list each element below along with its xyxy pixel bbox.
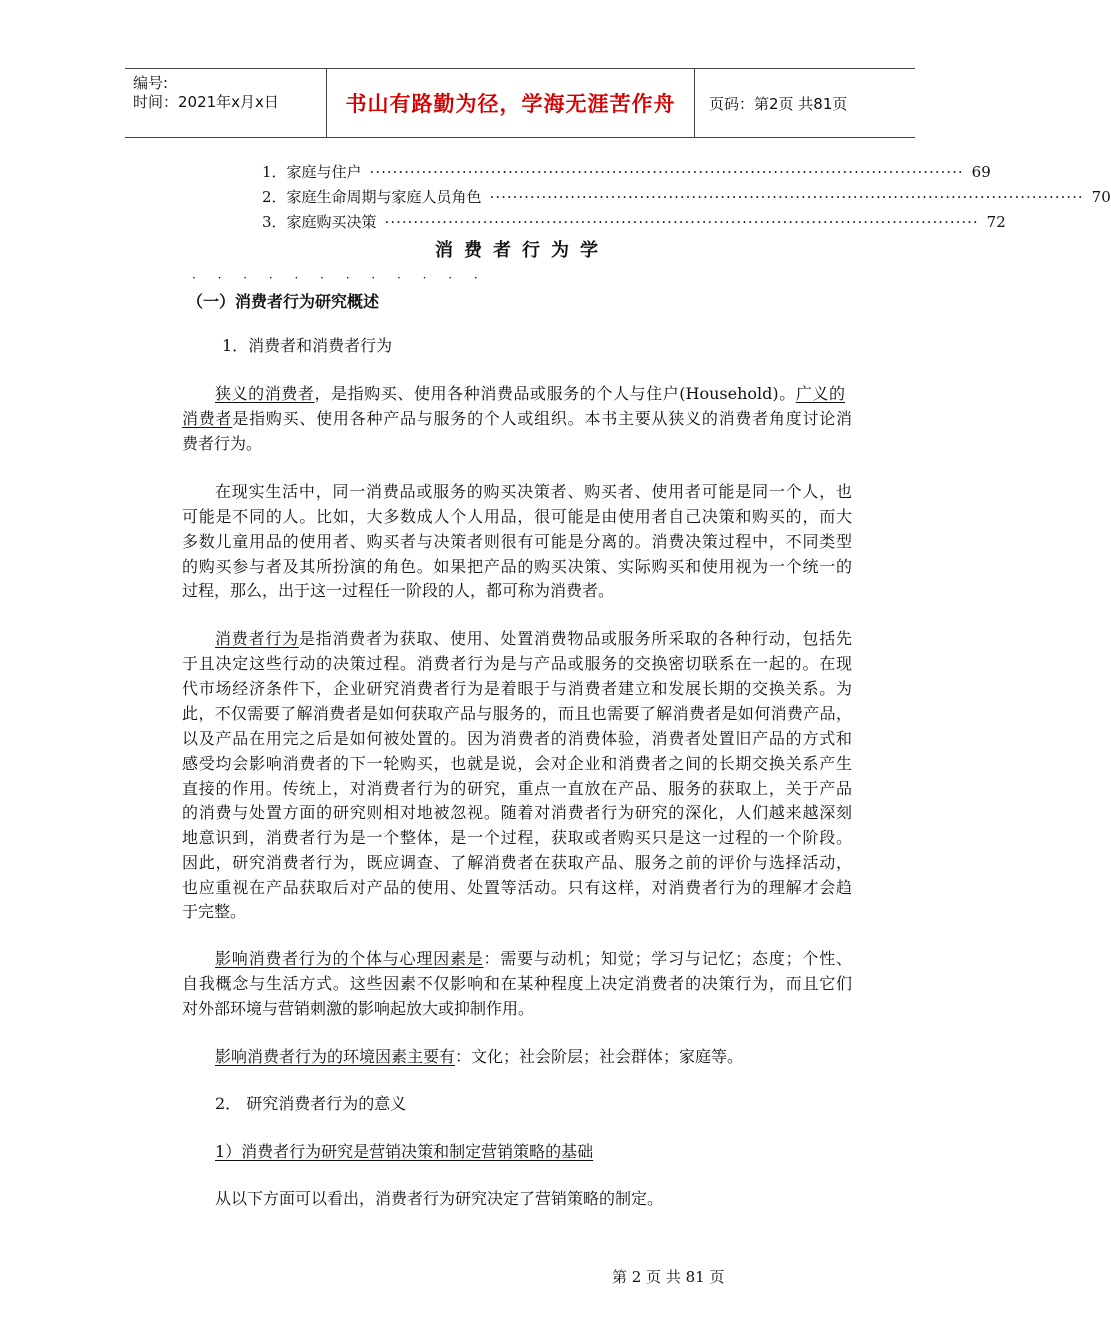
toc-page: 72 (986, 213, 1006, 231)
term-environment-factors: 影响消费者行为的环境因素主要有 (215, 1047, 456, 1066)
paragraph-line: 感受均会影响消费者的下一轮购买，也就是说，会对企业和消费者之间的长期交换关系产生 (182, 754, 852, 773)
header-motto-cell (327, 69, 695, 137)
paragraph-line: 此，不仅需要了解消费者是如何获取产品与服务的，而且也需要了解消费者是如何消费产品， (182, 704, 852, 723)
paragraph-line (182, 406, 852, 429)
term-individual-factors: 影响消费者行为的个体与心理因素是 (215, 949, 484, 968)
text-span: ，是指购买、使用各种消费品或服务的个人与住户(Household)。 (314, 384, 796, 403)
text-span: ：需要与动机；知觉；学习与记忆；态度；个性、 (483, 949, 852, 968)
paragraph-line (215, 381, 845, 404)
text-span: 是指购买、使用各种产品与服务的个人或组织。本书主要从狭义的消费者角度讨论消 (232, 409, 852, 428)
paragraph-line: 从以下方面可以看出，消费者行为研究决定了营销策略的制定。 (215, 1189, 664, 1208)
text-span: 是指消费者为获取、使用、处置消费物品或服务所采取的各种行动，包括先 (298, 629, 852, 648)
toc-label: 1．家庭与住户 (262, 163, 362, 181)
toc-entry[interactable] (262, 161, 991, 182)
term-consumer-behavior: 消费者行为 (215, 629, 299, 648)
paragraph-line: 在现实生活中，同一消费品或服务的购买决策者、购买者、使用者可能是同一个人，也 (215, 482, 852, 501)
subheading-significance: 2． 研究消费者行为的意义 (215, 1094, 407, 1113)
paragraph-line: 直接的作用。传统上，对消费者行为的研究，重点一直放在产品、服务的获取上，关于产品 (182, 779, 852, 798)
paragraph-line: 于完整。 (182, 902, 247, 921)
paragraph-line: 以及产品在用完之后是如何被处置的。因为消费者的消费体验，消费者处置旧产品的方式和 (182, 729, 852, 748)
paragraph-line (215, 1044, 743, 1067)
paragraph-line: 因此，研究消费者行为，既应调查、了解消费者在获取产品、服务之前的评价与选择活动， (182, 853, 852, 872)
toc-page: 69 (971, 163, 991, 181)
page-info: 页码：第2页 共81页 (709, 94, 848, 113)
paragraph-line: 可能是不同的人。比如，大多数成人个人用品，很可能是由使用者自己决策和购买的，而大 (182, 507, 852, 526)
text-span: ：文化；社会阶层；社会群体；家庭等。 (455, 1047, 744, 1066)
paragraph-line: 对外部环境与营销刺激的影响起放大或抑制作用。 (182, 999, 535, 1018)
section-heading: （一）消费者行为研究概述 (187, 292, 380, 311)
toc-leader: ······································································································· (384, 213, 979, 231)
paragraph-line: 也应重视在产品获取后对产品的使用、处置等活动。只有这样，对消费者行为的理解才会趋 (182, 878, 852, 897)
term-narrow-consumer: 狭义的消费者 (215, 384, 315, 403)
header-page-cell (695, 69, 915, 137)
document-title: 消费者行为学 (435, 240, 609, 261)
page-footer: 第 2 页 共 81 页 (612, 1268, 725, 1286)
page-header (125, 68, 915, 138)
toc-leader: ······································································································· (369, 163, 964, 181)
toc-leader: ······································································································· (489, 188, 1084, 206)
paragraph-line (215, 946, 852, 969)
subheading-consumer: 1．消费者和消费者行为 (222, 336, 393, 355)
motto: 书山有路勤为径，学海无涯苦作舟 (345, 92, 676, 116)
paragraph-line (215, 626, 852, 649)
toc-entry[interactable] (262, 211, 1006, 232)
subheading-basis: 1）消费者行为研究是营销决策和制定营销策略的基础 (215, 1142, 594, 1161)
header-meta-cell (125, 69, 327, 137)
paragraph-line: 过程，那么，出于这一过程任一阶段的人，都可称为消费者。 (182, 581, 615, 600)
emphasis-dots: · · · · · · · · · · · · (192, 271, 487, 285)
paragraph-line: 于且决定这些行动的决策过程。消费者行为是与产品或服务的交换密切联系在一起的。在现 (182, 654, 852, 673)
paragraph-line: 代市场经济条件下，企业研究消费者行为是着眼于与消费者建立和发展长期的交换关系。为 (182, 679, 852, 698)
toc-label: 3．家庭购买决策 (262, 213, 377, 231)
toc-label: 2．家庭生命周期与家庭人员角色 (262, 188, 482, 206)
paragraph-line: 的购买参与者及其所扮演的角色。如果把产品的购买决策、实际购买和使用视为一个统一的 (182, 557, 852, 576)
code-label: 编号: (133, 74, 169, 92)
paragraph-line: 地意识到，消费者行为是一个整体，是一个过程，获取或者购买只是这一过程的一个阶段。 (182, 828, 852, 847)
time-label: 时间：2021年x月x日 (133, 93, 279, 111)
term-broad-consumer-a: 广义的 (795, 384, 845, 403)
toc-page: 70 (1091, 188, 1111, 206)
paragraph-line: 的消费与处置方面的研究则相对地被忽视。随着对消费者行为研究的深化，人们越来越深刻 (182, 803, 852, 822)
paragraph-line: 多数儿童用品的使用者、购买者与决策者则很有可能是分离的。消费决策过程中，不同类型 (182, 532, 852, 551)
paragraph-line: 自我概念与生活方式。这些因素不仅影响和在某种程度上决定消费者的决策行为，而且它们 (182, 974, 852, 993)
term-broad-consumer-b: 消费者 (182, 409, 233, 428)
paragraph-line: 费者行为。 (182, 434, 263, 453)
toc-entry[interactable] (262, 186, 1111, 207)
